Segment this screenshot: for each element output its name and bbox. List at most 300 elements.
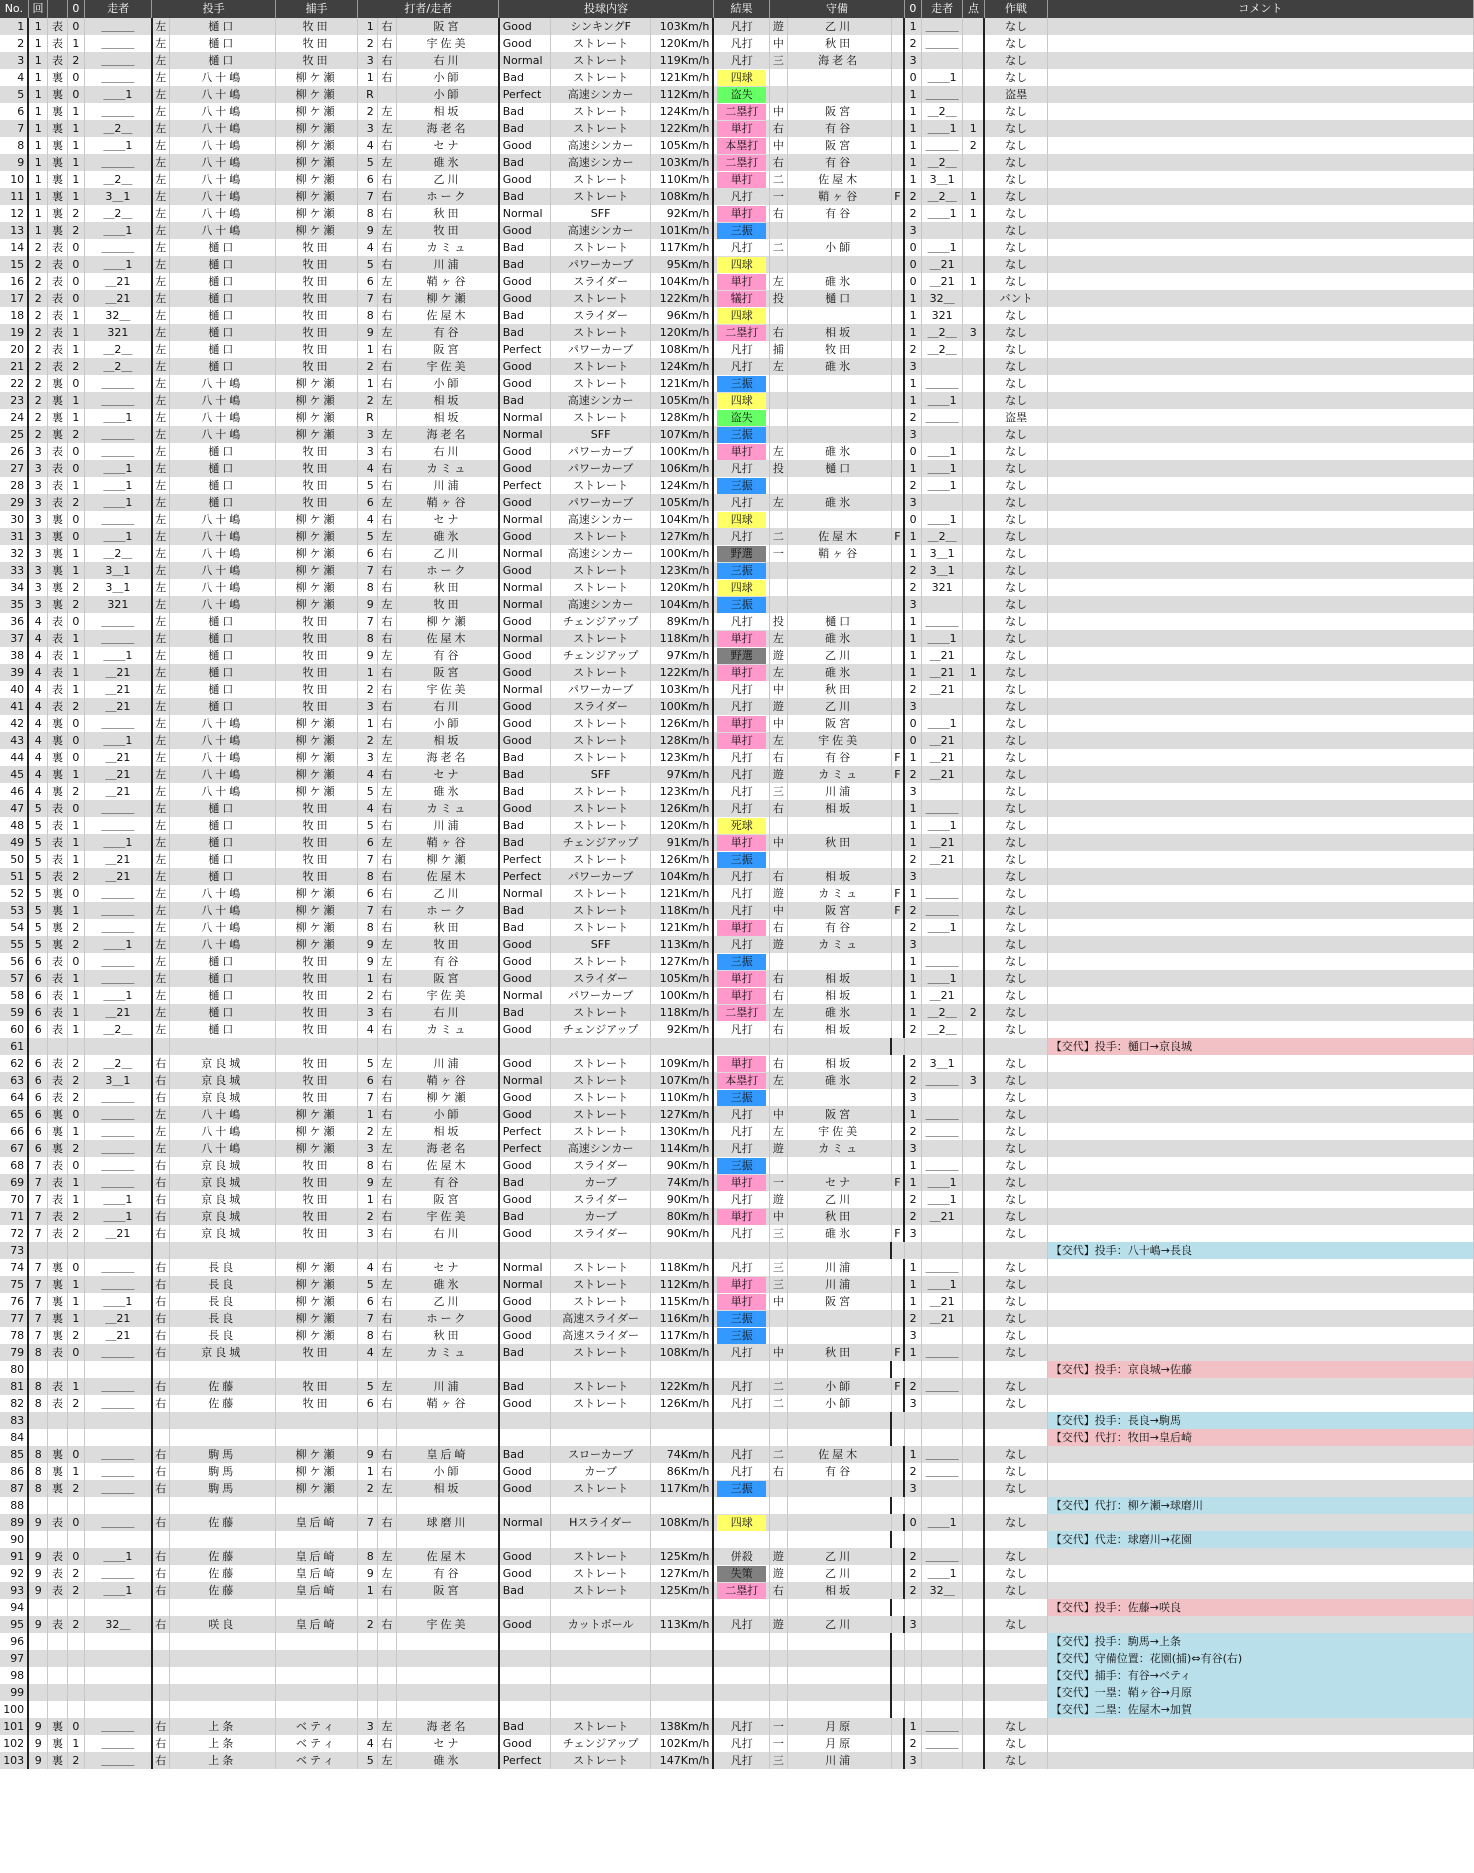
cell-pitch-type[interactable]: ストレート — [551, 885, 651, 902]
cell-catcher[interactable]: 牧田 — [275, 52, 357, 69]
cell-bat-hand[interactable]: 左 — [377, 1548, 397, 1565]
cell-runners[interactable]: ＿＿＿ — [85, 1395, 152, 1412]
cell-runs[interactable] — [963, 239, 985, 256]
cell-empty[interactable] — [904, 1242, 921, 1259]
cell-empty[interactable] — [67, 1429, 84, 1446]
cell-inning[interactable]: 3 — [28, 579, 48, 596]
cell-runners[interactable]: ＿2＿ — [85, 545, 152, 562]
cell-fielder[interactable] — [787, 86, 891, 103]
cell-def-pos[interactable]: 捕 — [770, 341, 787, 358]
cell-tactic[interactable]: なし — [984, 936, 1047, 953]
cell-pitcher[interactable]: 八十嶋 — [169, 392, 275, 409]
cell-foul[interactable] — [891, 137, 904, 154]
cell-speed[interactable]: 122Km/h — [650, 1378, 713, 1395]
cell-runners[interactable]: ＿21 — [85, 681, 152, 698]
cell-runners[interactable]: ＿＿1 — [85, 256, 152, 273]
cell-empty[interactable] — [377, 1412, 397, 1429]
cell-outs-after[interactable]: 3 — [904, 1752, 921, 1769]
cell-empty[interactable] — [152, 1633, 169, 1650]
cell-def-pos[interactable]: 右 — [770, 120, 787, 137]
cell-pitcher-hand[interactable]: 左 — [152, 222, 169, 239]
cell-speed[interactable]: 109Km/h — [650, 1055, 713, 1072]
cell-outs-after[interactable]: 1 — [904, 545, 921, 562]
cell-runs[interactable] — [963, 783, 985, 800]
cell-outs-after[interactable]: 1 — [904, 613, 921, 630]
cell-runners-after[interactable]: ＿＿1 — [922, 477, 963, 494]
cell-runners-after[interactable]: ＿＿1 — [922, 511, 963, 528]
cell-condition[interactable]: Normal — [499, 545, 551, 562]
cell-pitcher[interactable]: 八十嶋 — [169, 783, 275, 800]
cell-half[interactable]: 表 — [48, 358, 68, 375]
cell-bat-hand[interactable]: 左 — [377, 936, 397, 953]
cell-runners[interactable]: ＿＿＿ — [85, 1514, 152, 1531]
cell-half[interactable]: 裏 — [48, 579, 68, 596]
cell-outs-after[interactable]: 1 — [904, 800, 921, 817]
cell-runners[interactable]: ＿＿＿ — [85, 715, 152, 732]
cell-runs[interactable] — [963, 35, 985, 52]
cell-pitch-type[interactable]: ストレート — [551, 1259, 651, 1276]
cell-condition[interactable]: Good — [499, 494, 551, 511]
cell-half[interactable]: 表 — [48, 851, 68, 868]
cell-empty[interactable] — [770, 1650, 787, 1667]
cell-inning[interactable]: 5 — [28, 885, 48, 902]
cell-bat-hand[interactable]: 右 — [377, 69, 397, 86]
cell-comment[interactable] — [1047, 1021, 1473, 1038]
cell-half[interactable]: 裏 — [48, 732, 68, 749]
cell-pitcher[interactable]: 佐藤 — [169, 1395, 275, 1412]
cell-outs-after[interactable]: 1 — [904, 1344, 921, 1361]
cell-inning[interactable]: 5 — [28, 902, 48, 919]
cell-speed[interactable]: 92Km/h — [650, 205, 713, 222]
cell-batter[interactable]: 小師 — [397, 375, 499, 392]
cell-runs[interactable] — [963, 86, 985, 103]
cell-pitcher[interactable]: 八十嶋 — [169, 137, 275, 154]
cell-half[interactable]: 表 — [48, 868, 68, 885]
cell-batter[interactable]: カミュ — [397, 460, 499, 477]
cell-empty[interactable] — [275, 1038, 357, 1055]
cell-half[interactable]: 裏 — [48, 511, 68, 528]
cell-empty[interactable] — [963, 1429, 985, 1446]
cell-empty[interactable] — [358, 1684, 378, 1701]
cell-result[interactable] — [713, 834, 769, 851]
cell-result[interactable] — [713, 1514, 769, 1531]
cell-empty[interactable] — [152, 1599, 169, 1616]
cell-pitcher[interactable]: 樋口 — [169, 341, 275, 358]
cell-half[interactable]: 表 — [48, 1174, 68, 1191]
cell-bat-hand[interactable]: 右 — [377, 290, 397, 307]
cell-tactic[interactable]: なし — [984, 1480, 1047, 1497]
cell-tactic[interactable]: なし — [984, 868, 1047, 885]
cell-condition[interactable]: Good — [499, 18, 551, 35]
cell-outs[interactable]: 0 — [67, 749, 84, 766]
cell-no[interactable]: 5 — [0, 86, 28, 103]
cell-pitch-type[interactable]: SFF — [551, 936, 651, 953]
cell-runners-after[interactable]: ＿21 — [922, 681, 963, 698]
cell-empty[interactable] — [169, 1412, 275, 1429]
cell-foul[interactable] — [891, 596, 904, 613]
cell-bat-hand[interactable]: 右 — [377, 511, 397, 528]
cell-fielder[interactable]: 秋田 — [787, 35, 891, 52]
cell-no[interactable]: 22 — [0, 375, 28, 392]
cell-runs[interactable] — [963, 1378, 985, 1395]
cell-runners-after[interactable] — [922, 1089, 963, 1106]
cell-outs[interactable]: 2 — [67, 1616, 84, 1633]
cell-pitcher-hand[interactable]: 右 — [152, 1157, 169, 1174]
cell-order[interactable]: 5 — [358, 1276, 378, 1293]
cell-empty[interactable] — [28, 1701, 48, 1718]
cell-half[interactable]: 裏 — [48, 409, 68, 426]
cell-inning[interactable]: 1 — [28, 205, 48, 222]
cell-fielder[interactable]: 佐屋木 — [787, 1446, 891, 1463]
cell-pitcher-hand[interactable]: 左 — [152, 392, 169, 409]
cell-pitcher-hand[interactable]: 左 — [152, 256, 169, 273]
cell-outs[interactable]: 0 — [67, 885, 84, 902]
cell-condition[interactable]: Good — [499, 698, 551, 715]
cell-foul[interactable] — [891, 1514, 904, 1531]
cell-pitcher-hand[interactable]: 左 — [152, 868, 169, 885]
cell-comment[interactable] — [1047, 358, 1473, 375]
cell-def-pos[interactable] — [770, 511, 787, 528]
cell-speed[interactable]: 123Km/h — [650, 562, 713, 579]
cell-comment[interactable] — [1047, 86, 1473, 103]
cell-inning[interactable]: 1 — [28, 120, 48, 137]
cell-inning[interactable]: 2 — [28, 307, 48, 324]
cell-foul[interactable] — [891, 477, 904, 494]
cell-no[interactable]: 35 — [0, 596, 28, 613]
cell-order[interactable]: 1 — [358, 375, 378, 392]
cell-pitcher[interactable]: 八十嶋 — [169, 596, 275, 613]
cell-pitcher[interactable]: 長良 — [169, 1310, 275, 1327]
cell-no[interactable]: 80 — [0, 1361, 28, 1378]
cell-tactic[interactable]: なし — [984, 1208, 1047, 1225]
cell-empty[interactable] — [770, 1599, 787, 1616]
cell-empty[interactable] — [963, 1599, 985, 1616]
cell-inning[interactable]: 4 — [28, 681, 48, 698]
cell-condition[interactable]: Bad — [499, 154, 551, 171]
cell-half[interactable]: 表 — [48, 239, 68, 256]
cell-order[interactable]: 2 — [358, 1208, 378, 1225]
cell-no[interactable]: 11 — [0, 188, 28, 205]
cell-runners-after[interactable]: 321 — [922, 307, 963, 324]
cell-half[interactable]: 裏 — [48, 766, 68, 783]
cell-fielder[interactable] — [787, 392, 891, 409]
cell-empty[interactable] — [67, 1684, 84, 1701]
cell-outs[interactable]: 2 — [67, 1072, 84, 1089]
cell-catcher[interactable]: 牧田 — [275, 341, 357, 358]
cell-fielder[interactable] — [787, 596, 891, 613]
cell-def-pos[interactable]: 遊 — [770, 1140, 787, 1157]
cell-empty[interactable] — [275, 1684, 357, 1701]
cell-comment[interactable] — [1047, 647, 1473, 664]
cell-bat-hand[interactable]: 右 — [377, 1616, 397, 1633]
cell-empty[interactable] — [397, 1429, 499, 1446]
cell-speed[interactable]: 126Km/h — [650, 851, 713, 868]
cell-runners-after[interactable] — [922, 868, 963, 885]
cell-speed[interactable]: 103Km/h — [650, 681, 713, 698]
cell-condition[interactable]: Bad — [499, 783, 551, 800]
cell-def-pos[interactable]: 遊 — [770, 1565, 787, 1582]
cell-empty[interactable] — [551, 1701, 651, 1718]
cell-pitcher-hand[interactable]: 右 — [152, 1446, 169, 1463]
cell-condition[interactable]: Good — [499, 953, 551, 970]
cell-runners-after[interactable]: ＿＿＿ — [922, 953, 963, 970]
cell-half[interactable]: 裏 — [48, 1327, 68, 1344]
cell-condition[interactable]: Perfect — [499, 851, 551, 868]
cell-runners-after[interactable]: ＿＿1 — [922, 392, 963, 409]
cell-pitch-type[interactable]: SFF — [551, 205, 651, 222]
cell-runners-after[interactable]: ＿＿＿ — [922, 1072, 963, 1089]
cell-comment[interactable] — [1047, 1157, 1473, 1174]
cell-empty[interactable] — [67, 1038, 84, 1055]
cell-runners-after[interactable]: ＿＿1 — [922, 715, 963, 732]
cell-comment[interactable]: 【交代】二塁：佐屋木→加賀 — [1047, 1701, 1473, 1718]
cell-outs-after[interactable]: 2 — [904, 851, 921, 868]
cell-speed[interactable]: 114Km/h — [650, 1140, 713, 1157]
cell-order[interactable]: 9 — [358, 222, 378, 239]
cell-comment[interactable] — [1047, 596, 1473, 613]
cell-half[interactable]: 表 — [48, 987, 68, 1004]
cell-def-pos[interactable]: 一 — [770, 188, 787, 205]
cell-condition[interactable]: Good — [499, 1055, 551, 1072]
cell-tactic[interactable]: なし — [984, 885, 1047, 902]
cell-outs-after[interactable]: 3 — [904, 1225, 921, 1242]
cell-result[interactable] — [713, 494, 769, 511]
cell-def-pos[interactable] — [770, 409, 787, 426]
cell-runners[interactable]: ＿21 — [85, 749, 152, 766]
cell-runners-after[interactable] — [922, 596, 963, 613]
cell-half[interactable]: 表 — [48, 1208, 68, 1225]
cell-runs[interactable] — [963, 1191, 985, 1208]
cell-pitcher[interactable]: 八十嶋 — [169, 188, 275, 205]
cell-result[interactable] — [713, 596, 769, 613]
cell-comment[interactable] — [1047, 1514, 1473, 1531]
cell-outs[interactable]: 1 — [67, 562, 84, 579]
cell-half[interactable]: 表 — [48, 1378, 68, 1395]
cell-result[interactable] — [713, 732, 769, 749]
cell-comment[interactable] — [1047, 1276, 1473, 1293]
cell-bat-hand[interactable]: 右 — [377, 1208, 397, 1225]
cell-condition[interactable]: Normal — [499, 409, 551, 426]
cell-foul[interactable] — [891, 664, 904, 681]
cell-order[interactable]: 1 — [358, 715, 378, 732]
cell-order[interactable]: 3 — [358, 443, 378, 460]
cell-foul[interactable] — [891, 1276, 904, 1293]
cell-outs[interactable]: 2 — [67, 868, 84, 885]
cell-empty[interactable] — [48, 1531, 68, 1548]
cell-runs[interactable] — [963, 426, 985, 443]
cell-inning[interactable]: 9 — [28, 1514, 48, 1531]
cell-outs[interactable]: 2 — [67, 579, 84, 596]
cell-empty[interactable] — [891, 1684, 904, 1701]
cell-batter[interactable]: 佐屋木 — [397, 1548, 499, 1565]
cell-empty[interactable] — [904, 1684, 921, 1701]
cell-inning[interactable]: 8 — [28, 1446, 48, 1463]
cell-comment[interactable] — [1047, 1174, 1473, 1191]
cell-pitch-type[interactable]: ストレート — [551, 1582, 651, 1599]
cell-condition[interactable]: Bad — [499, 817, 551, 834]
cell-order[interactable]: 1 — [358, 1191, 378, 1208]
header-inning[interactable]: 回 — [28, 0, 48, 18]
cell-result[interactable] — [713, 766, 769, 783]
cell-no[interactable]: 75 — [0, 1276, 28, 1293]
cell-empty[interactable] — [28, 1361, 48, 1378]
cell-runners-after[interactable]: ＿＿1 — [922, 919, 963, 936]
cell-pitcher-hand[interactable]: 左 — [152, 834, 169, 851]
cell-empty[interactable] — [85, 1038, 152, 1055]
cell-tactic[interactable]: なし — [984, 443, 1047, 460]
cell-pitcher-hand[interactable]: 右 — [152, 1480, 169, 1497]
cell-foul[interactable] — [891, 222, 904, 239]
cell-runners[interactable]: ＿＿＿ — [85, 375, 152, 392]
cell-outs[interactable]: 1 — [67, 154, 84, 171]
cell-runners-after[interactable]: ＿＿＿ — [922, 1378, 963, 1395]
cell-bat-hand[interactable]: 右 — [377, 1735, 397, 1752]
cell-batter[interactable]: 海老名 — [397, 749, 499, 766]
cell-empty[interactable] — [358, 1412, 378, 1429]
cell-outs[interactable]: 2 — [67, 1582, 84, 1599]
cell-tactic[interactable]: なし — [984, 1293, 1047, 1310]
cell-empty[interactable] — [963, 1701, 985, 1718]
cell-empty[interactable] — [787, 1684, 891, 1701]
cell-empty[interactable] — [551, 1361, 651, 1378]
cell-order[interactable]: 6 — [358, 1395, 378, 1412]
cell-catcher[interactable]: 牧田 — [275, 681, 357, 698]
cell-catcher[interactable]: 牧田 — [275, 664, 357, 681]
cell-foul[interactable] — [891, 783, 904, 800]
cell-outs[interactable]: 1 — [67, 1276, 84, 1293]
cell-bat-hand[interactable]: 左 — [377, 834, 397, 851]
cell-runners[interactable]: ＿2＿ — [85, 358, 152, 375]
cell-pitcher-hand[interactable]: 左 — [152, 443, 169, 460]
cell-inning[interactable]: 4 — [28, 783, 48, 800]
cell-batter[interactable]: 碓氷 — [397, 528, 499, 545]
cell-pitch-type[interactable]: スライダー — [551, 273, 651, 290]
cell-batter[interactable]: 乙川 — [397, 545, 499, 562]
cell-result[interactable] — [713, 103, 769, 120]
cell-runs[interactable] — [963, 1344, 985, 1361]
cell-no[interactable]: 55 — [0, 936, 28, 953]
cell-batter[interactable]: 相坂 — [397, 392, 499, 409]
cell-no[interactable]: 79 — [0, 1344, 28, 1361]
cell-no[interactable]: 71 — [0, 1208, 28, 1225]
cell-no[interactable]: 76 — [0, 1293, 28, 1310]
cell-batter[interactable]: 碓氷 — [397, 1752, 499, 1769]
cell-order[interactable]: 7 — [358, 1514, 378, 1531]
cell-runs[interactable] — [963, 256, 985, 273]
cell-runs[interactable]: 2 — [963, 137, 985, 154]
cell-runners[interactable]: ＿＿1 — [85, 460, 152, 477]
cell-runs[interactable] — [963, 749, 985, 766]
cell-bat-hand[interactable]: 右 — [377, 664, 397, 681]
cell-comment[interactable] — [1047, 256, 1473, 273]
cell-empty[interactable] — [650, 1599, 713, 1616]
cell-bat-hand[interactable]: 左 — [377, 1174, 397, 1191]
cell-foul[interactable] — [891, 562, 904, 579]
cell-outs[interactable]: 1 — [67, 1310, 84, 1327]
cell-bat-hand[interactable]: 左 — [377, 1752, 397, 1769]
cell-runs[interactable] — [963, 443, 985, 460]
cell-empty[interactable] — [169, 1361, 275, 1378]
cell-pitcher[interactable]: 上条 — [169, 1752, 275, 1769]
cell-speed[interactable]: 147Km/h — [650, 1752, 713, 1769]
cell-result[interactable] — [713, 800, 769, 817]
cell-outs-after[interactable]: 1 — [904, 375, 921, 392]
cell-runners-after[interactable]: ＿＿1 — [922, 1514, 963, 1531]
cell-result[interactable] — [713, 851, 769, 868]
cell-fielder[interactable]: 佐屋木 — [787, 528, 891, 545]
cell-half[interactable]: 表 — [48, 970, 68, 987]
cell-foul[interactable] — [891, 630, 904, 647]
cell-inning[interactable]: 1 — [28, 86, 48, 103]
cell-fielder[interactable]: 阪宮 — [787, 715, 891, 732]
cell-foul[interactable]: F — [891, 885, 904, 902]
cell-runners-after[interactable]: ＿＿＿ — [922, 1259, 963, 1276]
cell-catcher[interactable]: 柳ケ瀬 — [275, 69, 357, 86]
cell-order[interactable]: 7 — [358, 1089, 378, 1106]
cell-result[interactable] — [713, 1565, 769, 1582]
cell-runners[interactable]: ＿＿＿ — [85, 1089, 152, 1106]
cell-condition[interactable]: Good — [499, 800, 551, 817]
cell-comment[interactable] — [1047, 545, 1473, 562]
cell-runners-after[interactable] — [922, 1225, 963, 1242]
cell-no[interactable]: 74 — [0, 1259, 28, 1276]
cell-fielder[interactable] — [787, 1480, 891, 1497]
cell-foul[interactable] — [891, 1021, 904, 1038]
cell-condition[interactable]: Bad — [499, 766, 551, 783]
cell-inning[interactable]: 9 — [28, 1565, 48, 1582]
cell-outs[interactable]: 2 — [67, 1089, 84, 1106]
cell-catcher[interactable]: 牧田 — [275, 460, 357, 477]
cell-speed[interactable]: 120Km/h — [650, 817, 713, 834]
cell-pitcher-hand[interactable]: 左 — [152, 936, 169, 953]
cell-foul[interactable] — [891, 205, 904, 222]
cell-runners[interactable]: ＿＿1 — [85, 647, 152, 664]
cell-batter[interactable]: 宇佐美 — [397, 358, 499, 375]
cell-pitcher[interactable]: 樋口 — [169, 273, 275, 290]
cell-pitch-type[interactable]: パワーカーブ — [551, 256, 651, 273]
cell-condition[interactable]: Good — [499, 1735, 551, 1752]
cell-order[interactable]: 6 — [358, 1072, 378, 1089]
cell-condition[interactable]: Bad — [499, 120, 551, 137]
cell-order[interactable]: 8 — [358, 1327, 378, 1344]
cell-empty[interactable] — [787, 1038, 891, 1055]
cell-result[interactable] — [713, 664, 769, 681]
cell-tactic[interactable]: なし — [984, 766, 1047, 783]
cell-pitcher-hand[interactable]: 左 — [152, 681, 169, 698]
cell-order[interactable]: 3 — [358, 426, 378, 443]
cell-runners[interactable]: ＿21 — [85, 1225, 152, 1242]
cell-empty[interactable] — [770, 1242, 787, 1259]
cell-catcher[interactable]: 柳ケ瀬 — [275, 562, 357, 579]
cell-bat-hand[interactable]: 右 — [377, 1293, 397, 1310]
cell-no[interactable]: 18 — [0, 307, 28, 324]
cell-comment[interactable] — [1047, 630, 1473, 647]
cell-comment[interactable] — [1047, 528, 1473, 545]
cell-tactic[interactable]: なし — [984, 103, 1047, 120]
cell-half[interactable]: 表 — [48, 1191, 68, 1208]
cell-runners[interactable]: ＿＿＿ — [85, 902, 152, 919]
cell-fielder[interactable]: 有谷 — [787, 154, 891, 171]
cell-runners-after[interactable]: ＿＿1 — [922, 1191, 963, 1208]
cell-runs[interactable] — [963, 1327, 985, 1344]
cell-speed[interactable]: 120Km/h — [650, 35, 713, 52]
cell-condition[interactable]: Bad — [499, 919, 551, 936]
cell-order[interactable]: 2 — [358, 732, 378, 749]
cell-inning[interactable]: 5 — [28, 851, 48, 868]
cell-comment[interactable] — [1047, 834, 1473, 851]
cell-catcher[interactable]: 柳ケ瀬 — [275, 919, 357, 936]
cell-runs[interactable] — [963, 69, 985, 86]
